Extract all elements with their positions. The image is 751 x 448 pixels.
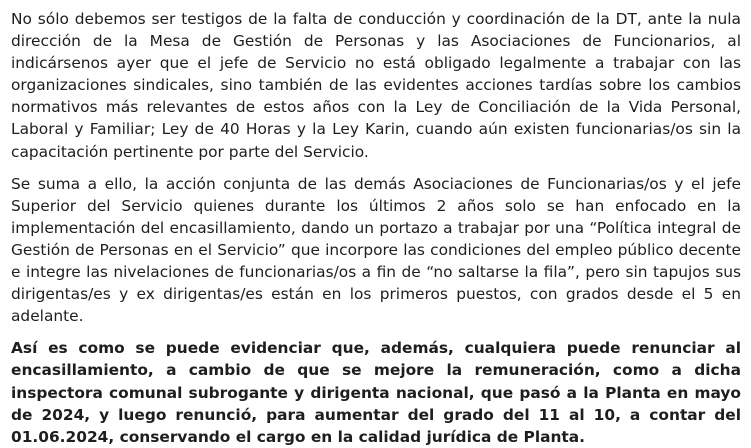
paragraph-1: No sólo debemos ser testigos de la falta de conducción y coordinación de la DT, ante la nula dirección de la Mesa de Gestión de Personas y las Asociaciones de Funcionarios, al indicársenos ayer que el jefe de Servicio no está obligado legalmente a trabajar con las organizaciones sindicales, sino también de las evidentes acciones tardías sobre los cambios normativos más relevantes de estos años con la Ley de Conciliación de la Vida Personal, Laboral y Familiar; Ley de 40 Horas y la Ley Karin, cuando aún existen funcionarias/os sin la capacitación pertinente por parte del Servicio. [11,10,741,161]
paragraph-2: Se suma a ello, la acción conjunta de las demás Asociaciones de Funcionarias/os y el jefe Superior del Servicio quienes durante los últimos 2 años solo se han enfocado en la implementación del encasillamiento, dando un portazo a trabajar por una “Política integral de Gestión de Personas en el Servicio” que incorpore las condiciones del empleo público decente e integre las nivelaciones de funcionarias/os a fin de “no saltarse la fila”, pero sin tapujos sus dirigentas/es y ex dirigentas/es están en los primeros puestos, con grados desde el 5 en adelante. [11,174,741,326]
document-body [11,8,741,448]
paragraph-3-bold: Así es como se puede evidenciar que, además, cualquiera puede renunciar al encasillamiento, a cambio de que se mejore la remuneración, como a dicha inspectora comunal subrogante y dirigenta nacional, que pasó a la Planta en mayo de 2024, y luego renunció, para aumentar del grado del 11 al 10, a contar del 01.06.2024, conservando el cargo en la calidad jurídica de Planta. [11,339,741,446]
